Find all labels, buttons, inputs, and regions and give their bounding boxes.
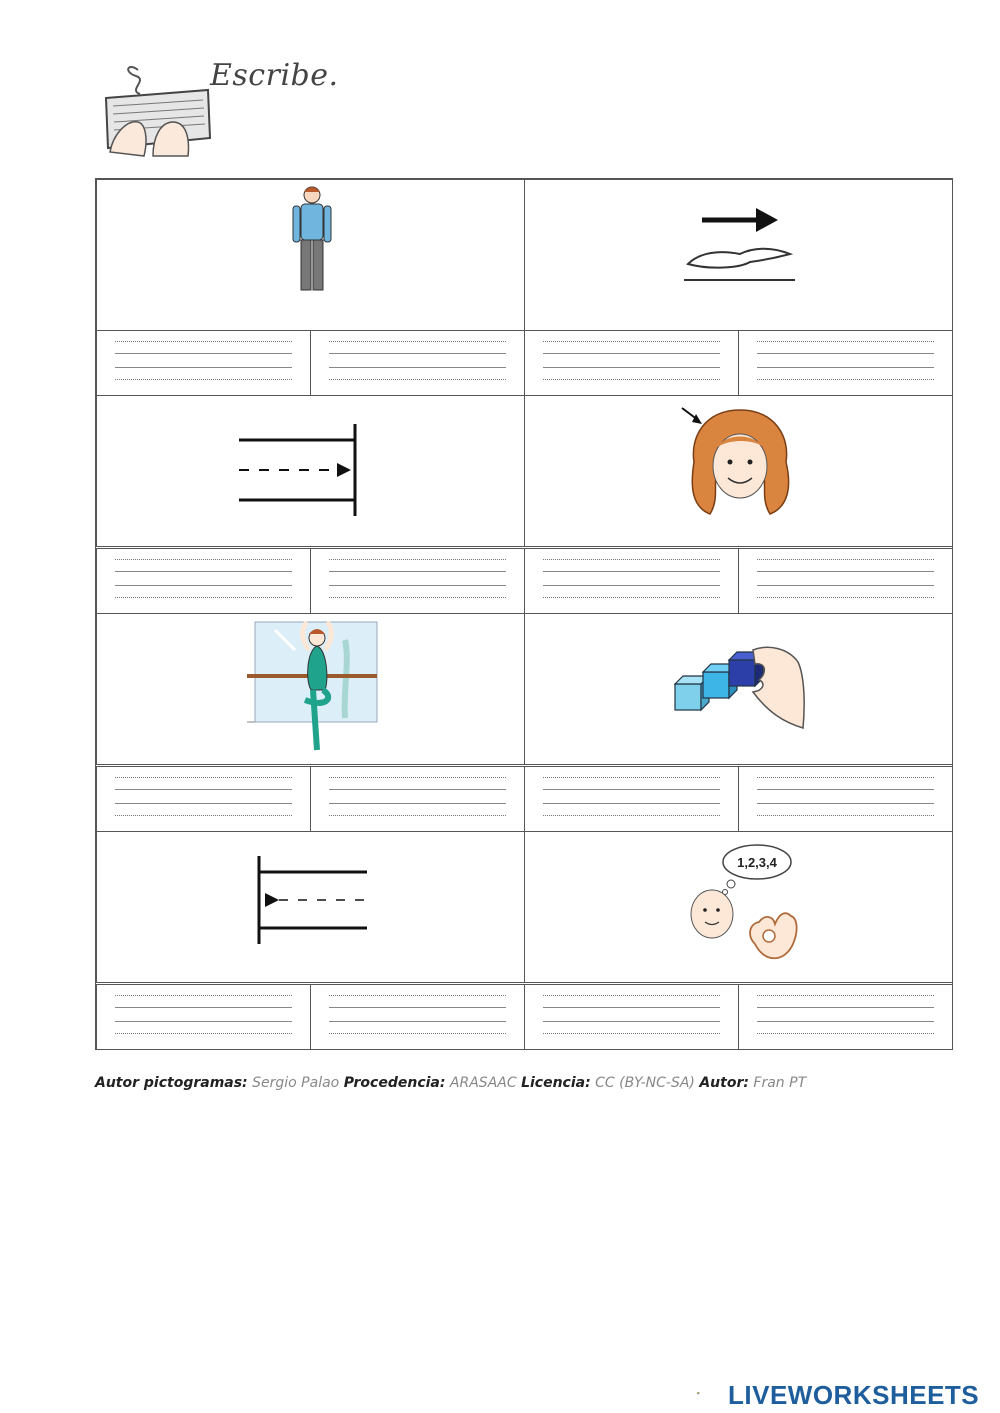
page-title: Escribe. (210, 58, 339, 93)
writing-box[interactable] (96, 330, 311, 396)
writing-box[interactable] (524, 984, 739, 1050)
writing-box[interactable] (738, 548, 953, 614)
writing-box[interactable] (738, 984, 953, 1050)
ballet-dancer-icon (245, 620, 380, 755)
credit-label-license: Licencia: (521, 1075, 591, 1091)
hair-icon (680, 402, 800, 520)
liveworksheets-logo-icon (697, 1378, 725, 1408)
picture-cell (96, 613, 525, 765)
credit-value-author: Fran PT (753, 1075, 807, 1091)
writing-box[interactable] (310, 330, 525, 396)
worksheet-grid (95, 178, 953, 1050)
exit-arrow-icon (237, 422, 362, 518)
picture-cell (96, 179, 525, 331)
credit-value-author-pictograms: Sergio Palao (252, 1075, 340, 1091)
credit-label-source: Procedencia: (343, 1075, 446, 1091)
counting-ok-icon (685, 844, 815, 970)
writing-box[interactable] (96, 766, 311, 832)
writing-box[interactable] (310, 766, 525, 832)
credits-line (95, 1075, 806, 1091)
writing-box[interactable] (310, 548, 525, 614)
picture-cell (96, 831, 525, 983)
credit-label-author: Autor: (699, 1075, 749, 1091)
credit-value-license: CC (BY-NC-SA) (595, 1075, 695, 1091)
picture-cell (524, 613, 953, 765)
picture-cell (524, 831, 953, 983)
picture-cell (524, 395, 953, 547)
writing-box[interactable] (310, 984, 525, 1050)
writing-box[interactable] (738, 766, 953, 832)
picture-cell (524, 179, 953, 331)
enter-arrow-icon (255, 854, 371, 946)
writing-box[interactable] (96, 548, 311, 614)
writing-box[interactable] (524, 330, 739, 396)
writing-box[interactable] (96, 984, 311, 1050)
run-arrow-icon (680, 202, 800, 284)
credit-label-author-pictograms: Autor pictogramas: (95, 1075, 248, 1091)
liveworksheets-brand[interactable]: LIVEWORKSHEETS (728, 1380, 980, 1410)
boy-standing-icon (287, 184, 337, 296)
credit-value-source: ARASAAC (449, 1075, 517, 1091)
counting-bubble-text: 1,2,3,4 (737, 855, 777, 870)
keyboard-typing-icon (98, 60, 213, 160)
writing-box[interactable] (738, 330, 953, 396)
blocks-hand-icon (673, 642, 808, 730)
writing-box[interactable] (524, 548, 739, 614)
picture-cell (96, 395, 525, 547)
writing-box[interactable] (524, 766, 739, 832)
